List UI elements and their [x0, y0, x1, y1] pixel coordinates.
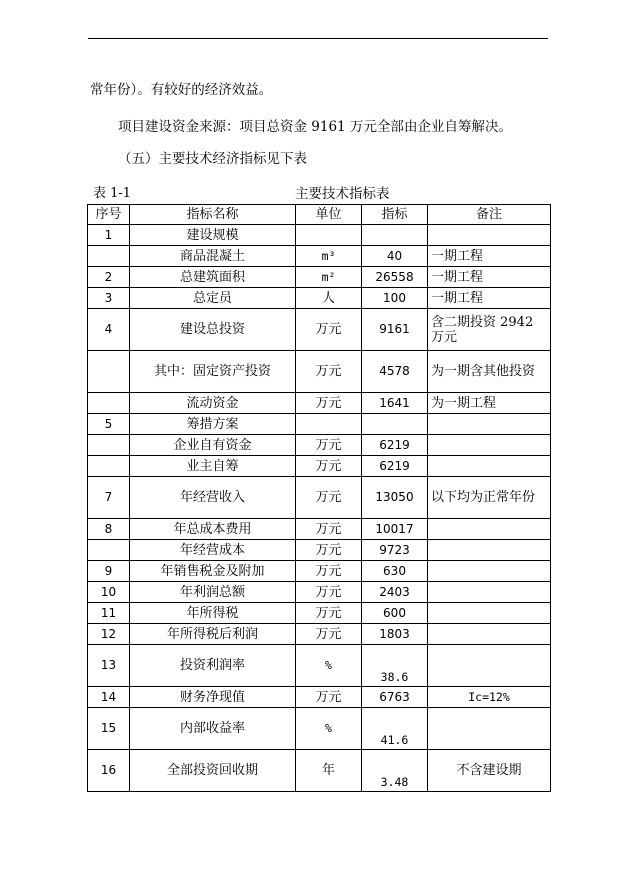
cell-value: 38.6	[362, 645, 428, 687]
cell-value: 1641	[362, 393, 428, 414]
cell-unit: 万元	[296, 582, 362, 603]
cell-unit: m²	[296, 267, 362, 288]
cell-value	[362, 225, 428, 246]
cell-unit: 万元	[296, 456, 362, 477]
cell-seq: 2	[88, 267, 130, 288]
cell-seq	[88, 351, 130, 393]
table-row	[88, 603, 551, 624]
table-row	[88, 477, 551, 519]
cell-seq: 7	[88, 477, 130, 519]
cell-value: 6219	[362, 435, 428, 456]
table-title: 主要技术指标表	[295, 186, 390, 202]
cell-seq: 4	[88, 309, 130, 351]
cell-name: 年销售税金及附加	[130, 561, 296, 582]
table-row	[88, 750, 551, 792]
cell-unit: 万元	[296, 351, 362, 393]
cell-value: 3.48	[362, 750, 428, 792]
cell-seq: 15	[88, 708, 130, 750]
cell-name: 企业自有资金	[130, 435, 296, 456]
cell-unit: 万元	[296, 540, 362, 561]
table-row	[88, 687, 551, 708]
cell-name: 建设总投资	[130, 309, 296, 351]
cell-name: 业主自筹	[130, 456, 296, 477]
cell-value	[362, 414, 428, 435]
cell-value: 2403	[362, 582, 428, 603]
cell-seq: 5	[88, 414, 130, 435]
cell-name: 年所得税后利润	[130, 624, 296, 645]
table-row	[88, 225, 551, 246]
header-unit: 单位	[296, 205, 362, 225]
cell-value: 100	[362, 288, 428, 309]
cell-value: 6763	[362, 687, 428, 708]
paragraph-funding-source: 项目建设资金来源：项目总资金 9161 万元全部由企业自筹解决。	[118, 119, 512, 135]
cell-remark: 以下均为正常年份	[428, 477, 551, 519]
cell-seq: 16	[88, 750, 130, 792]
cell-name: 年总成本费用	[130, 519, 296, 540]
cell-value: 9723	[362, 540, 428, 561]
cell-name: 年经营成本	[130, 540, 296, 561]
cell-seq: 8	[88, 519, 130, 540]
cell-name: 总建筑面积	[130, 267, 296, 288]
cell-name: 流动资金	[130, 393, 296, 414]
cell-unit: 万元	[296, 519, 362, 540]
cell-name: 年利润总额	[130, 582, 296, 603]
cell-seq: 1	[88, 225, 130, 246]
cell-seq: 9	[88, 561, 130, 582]
paragraph-1: 常年份）。有较好的经济效益。	[90, 82, 273, 98]
cell-remark	[428, 645, 551, 687]
cell-remark: 一期工程	[428, 288, 551, 309]
cell-seq: 10	[88, 582, 130, 603]
table-row	[88, 246, 551, 267]
cell-remark: 一期工程	[428, 246, 551, 267]
cell-remark	[428, 435, 551, 456]
cell-remark	[428, 414, 551, 435]
table-row	[88, 519, 551, 540]
cell-unit: 人	[296, 288, 362, 309]
cell-remark: 一期工程	[428, 267, 551, 288]
cell-name: 筹措方案	[130, 414, 296, 435]
paragraph-section-heading: （五）主要技术经济指标见下表	[118, 151, 307, 167]
cell-value: 600	[362, 603, 428, 624]
cell-remark: 为一期含其他投资	[428, 351, 551, 393]
table-row	[88, 645, 551, 687]
cell-seq: 12	[88, 624, 130, 645]
cell-remark	[428, 225, 551, 246]
table-row	[88, 582, 551, 603]
cell-remark	[428, 540, 551, 561]
cell-remark	[428, 624, 551, 645]
cell-remark	[428, 603, 551, 624]
cell-seq	[88, 246, 130, 267]
cell-seq	[88, 540, 130, 561]
cell-unit: %	[296, 708, 362, 750]
table-row	[88, 414, 551, 435]
cell-remark: 含二期投资 2942 万元	[428, 309, 551, 351]
cell-remark: Ic=12%	[428, 687, 551, 708]
cell-name: 内部收益率	[130, 708, 296, 750]
cell-seq	[88, 435, 130, 456]
table-row	[88, 561, 551, 582]
cell-name: 其中：固定资产投资	[130, 351, 296, 393]
cell-name: 年经营收入	[130, 477, 296, 519]
cell-value: 630	[362, 561, 428, 582]
cell-seq: 3	[88, 288, 130, 309]
cell-unit	[296, 225, 362, 246]
cell-name: 建设规模	[130, 225, 296, 246]
cell-value: 40	[362, 246, 428, 267]
cell-name: 总定员	[130, 288, 296, 309]
header-seq: 序号	[88, 205, 130, 225]
table-row	[88, 456, 551, 477]
header-remark: 备注	[428, 205, 551, 225]
table-row	[88, 267, 551, 288]
table-row	[88, 288, 551, 309]
header-value: 指标	[362, 205, 428, 225]
cell-remark	[428, 456, 551, 477]
cell-remark	[428, 582, 551, 603]
cell-unit: 万元	[296, 477, 362, 519]
header-rule	[88, 38, 548, 39]
cell-value: 4578	[362, 351, 428, 393]
cell-seq: 11	[88, 603, 130, 624]
cell-value: 6219	[362, 456, 428, 477]
cell-unit: 万元	[296, 624, 362, 645]
cell-value: 13050	[362, 477, 428, 519]
table-row	[88, 393, 551, 414]
cell-name: 财务净现值	[130, 687, 296, 708]
cell-value: 10017	[362, 519, 428, 540]
cell-unit: 万元	[296, 435, 362, 456]
table-header-row	[88, 205, 551, 225]
cell-remark: 为一期工程	[428, 393, 551, 414]
table-row	[88, 708, 551, 750]
cell-value: 26558	[362, 267, 428, 288]
cell-unit: 万元	[296, 687, 362, 708]
cell-name: 商品混凝土	[130, 246, 296, 267]
table-number: 表 1-1	[93, 186, 132, 201]
cell-remark	[428, 561, 551, 582]
indicator-table	[87, 204, 551, 792]
cell-name: 投资利润率	[130, 645, 296, 687]
cell-value: 1803	[362, 624, 428, 645]
header-name: 指标名称	[130, 205, 296, 225]
cell-unit: m³	[296, 246, 362, 267]
table-row	[88, 351, 551, 393]
cell-seq: 14	[88, 687, 130, 708]
cell-unit: %	[296, 645, 362, 687]
cell-value: 9161	[362, 309, 428, 351]
cell-value: 41.6	[362, 708, 428, 750]
table-row	[88, 435, 551, 456]
cell-unit: 万元	[296, 393, 362, 414]
cell-remark: 不含建设期	[428, 750, 551, 792]
cell-remark	[428, 708, 551, 750]
cell-unit: 万元	[296, 309, 362, 351]
cell-unit: 万元	[296, 561, 362, 582]
table-row	[88, 624, 551, 645]
cell-seq: 13	[88, 645, 130, 687]
cell-unit: 万元	[296, 603, 362, 624]
cell-seq	[88, 393, 130, 414]
cell-seq	[88, 456, 130, 477]
cell-unit: 年	[296, 750, 362, 792]
cell-name: 年所得税	[130, 603, 296, 624]
table-row	[88, 309, 551, 351]
cell-remark	[428, 519, 551, 540]
cell-unit	[296, 414, 362, 435]
cell-name: 全部投资回收期	[130, 750, 296, 792]
table-row	[88, 540, 551, 561]
